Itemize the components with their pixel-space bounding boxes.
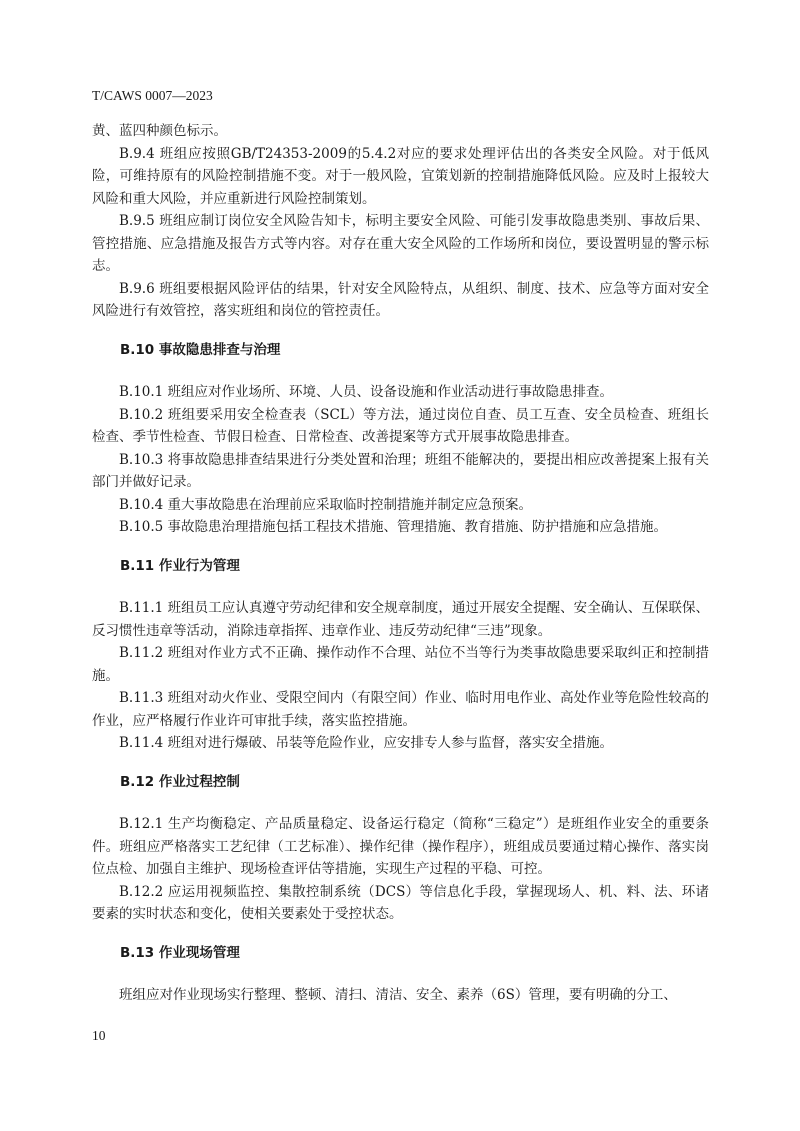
heading-b10: B.10 事故隐患排查与治理	[120, 341, 281, 358]
paragraph-b10-1: B.10.1 班组应对作业场所、环境、人员、设备设施和作业活动进行事故隐患排查。	[119, 384, 614, 400]
paragraph-b11-4: B.11.4 班组对进行爆破、吊装等危险作业，应安排专人参与监督，落实安全措施。	[119, 735, 614, 751]
paragraph-b10-3: B.10.3 将事故隐患排查结果进行分类处置和治理；班组不能解决的，要提出相应改善提案上报有关部门并做好记录。	[92, 451, 709, 490]
paragraph-continuation: 黄、蓝四种颜色标示。	[92, 123, 227, 139]
paragraph-b10-4: B.10.4 重大事故隐患在治理前应采取临时控制措施并制定应急预案。	[119, 496, 533, 513]
page-body	[92, 120, 709, 1007]
paragraph-b12-2: B.12.2 应运用视频监控、集散控制系统（DCS）等信息化手段，掌握现场人、机、料、法、环诸要素的实时状态和变化，使相关要素处于受控状态。	[92, 883, 709, 922]
heading-b11: B.11 作业行为管理	[120, 557, 240, 574]
paragraph-b11-2: B.11.2 班组对作业方式不正确、操作动作不合理、站位不当等行为类事故隐患要采取纠正和控制措施。	[92, 645, 709, 684]
paragraph-b11-3: B.11.3 班组对动火作业、受限空间内（有限空间）作业、临时用电作业、高处作业等危险性较高的作业，应严格履行作业许可审批手续，落实监控措施。	[92, 690, 709, 729]
paragraph-b9-4: B.9.4 班组应按照GB/T24353-2009的5.4.2对应的要求处理评估出的各类安全风险。对于低风险，可维持原有的风险控制措施不变。对于一般风险，宜策划新的控制措施降低风险。应及时上报较大风险和重大风险，并应重新进行风险控制策划。	[92, 145, 709, 207]
paragraph-b10-2: B.10.2 班组要采用安全检查表（SCL）等方法，通过岗位自查、员工互查、安全员检查、班组长检查、季节性检查、节假日检查、日常检查、改善提案等方式开展事故隐患排查。	[92, 406, 709, 445]
paragraph-b11-1: B.11.1 班组员工应认真遵守劳动纪律和安全规章制度，通过开展安全提醒、安全确认、互保联保、反习惯性违章等活动，消除违章指挥、违章作业、违反劳动纪律“三违”现象。	[92, 600, 709, 639]
paragraph-b12-1: B.12.1 生产均衡稳定、产品质量稳定、设备运行稳定（简称“三稳定”）是班组作业安全的重要条件。班组应严格落实工艺纪律（工艺标准）、操作纪律（操作程序），班组成员要通过精心操作、落实岗位点检、加强自主维护、现场检查评估等措施，实现生产过程的平稳、可控。	[92, 816, 709, 877]
paragraph-b9-6: B.9.6 班组要根据风险评估的结果，针对安全风险特点，从组织、制度、技术、应急等方面对安全风险进行有效管控，落实班组和岗位的管控责任。	[92, 280, 709, 319]
paragraph-b13-intro: 班组应对作业现场实行整理、整顿、清扫、清洁、安全、素养（6S）管理，要有明确的分工、	[119, 987, 677, 1003]
page-number: 10	[92, 1028, 106, 1043]
heading-b13: B.13 作业现场管理	[120, 944, 240, 961]
paragraph-b10-5: B.10.5 事故隐患治理措施包括工程技术措施、管理措施、教育措施、防护措施和应急措施。	[119, 519, 668, 535]
paragraph-b9-5: B.9.5 班组应制订岗位安全风险告知卡，标明主要安全风险、可能引发事故隐患类别、事故后果、管控措施、应急措施及报告方式等内容。对存在重大安全风险的工作场所和岗位，要设置明显的警示标志。	[92, 213, 709, 274]
heading-b12: B.12 作业过程控制	[120, 773, 240, 790]
document-number: T/CAWS 0007—2023	[92, 88, 213, 103]
